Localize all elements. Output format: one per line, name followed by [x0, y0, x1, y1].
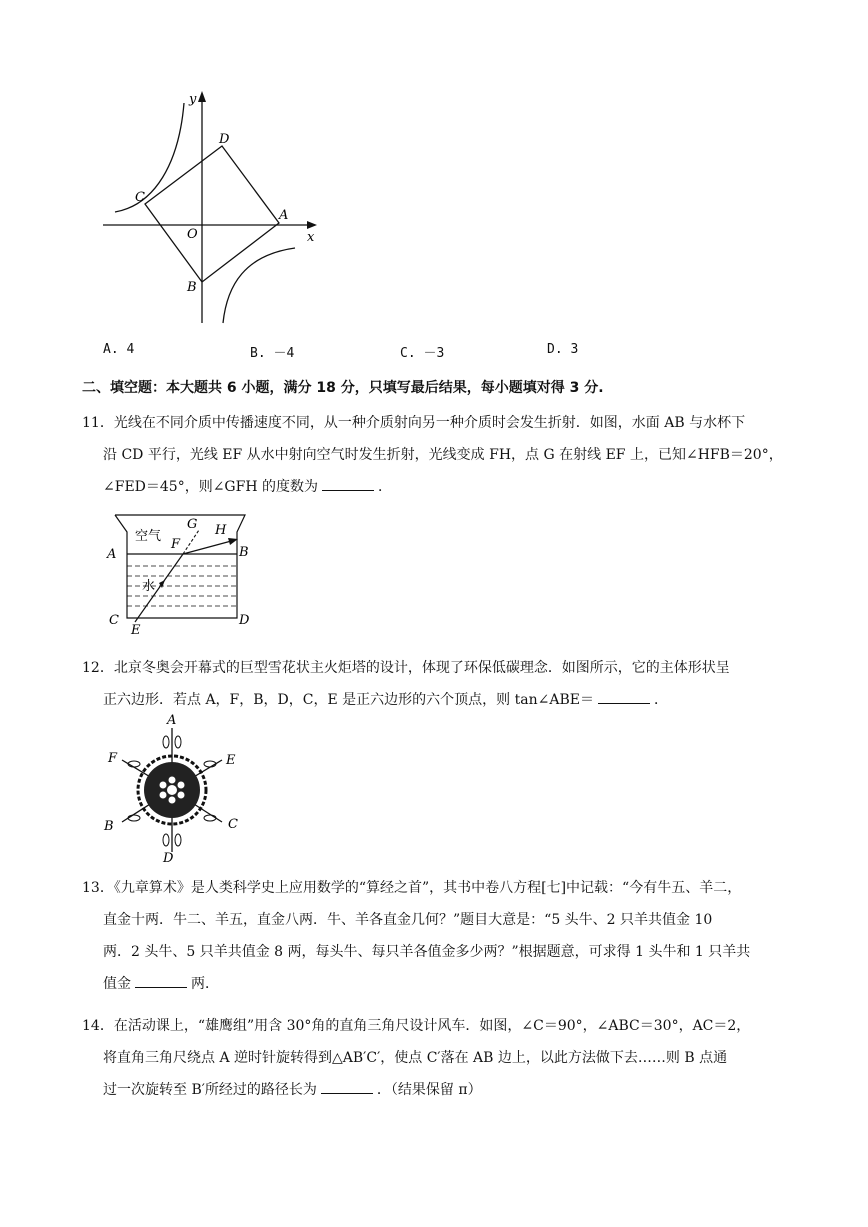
label-y: y	[189, 92, 197, 107]
section-title: 二、填空题：本大题共 6 小题，满分 18 分，只填写最后结果，每小题填对得 3 分.	[82, 380, 604, 396]
label-c: C	[135, 190, 145, 205]
q12-line-2	[103, 689, 668, 709]
label-e: E	[131, 623, 141, 635]
q14-line-3	[103, 1079, 482, 1099]
q11-line-2: 沿 CD 平行，光线 EF 从水中射向空气时发生折射，光线变成 FH，点 G 在射线 EF 上，已知∠HFB＝20°，	[103, 447, 783, 463]
option-c: C. －3	[400, 346, 445, 361]
option-b: B. －4	[250, 346, 295, 361]
label-d: D	[219, 132, 230, 147]
square-abcd	[145, 146, 279, 282]
q13-line-4	[103, 973, 219, 993]
q13-line-3: 两．2 头牛、5 只羊共值金 8 两，每头牛、每只羊各值金多少两？”根据题意，可求得 1 头牛和 1 只羊共	[103, 944, 751, 960]
q11-line-1: 11．光线在不同介质中传播速度不同，从一种介质射向另一种介质时会发生折射．如图，水面 AB 与水杯下	[82, 415, 746, 431]
q14-text: 过一次旋转至 B′所经过的路径长为	[103, 1082, 317, 1098]
q13-answer-blank	[135, 973, 187, 988]
hyperbola-branch-upper-left	[115, 103, 184, 212]
hyperbola-branch-lower-right	[223, 248, 295, 323]
label-f: F	[108, 751, 118, 766]
label-a: A	[279, 208, 289, 223]
q13-text: 值金	[103, 976, 131, 992]
coordinate-figure	[95, 85, 335, 330]
q11-answer-blank	[322, 476, 374, 491]
label-g: G	[187, 517, 198, 532]
option-a: A. 4	[103, 342, 135, 357]
q12-text: 正六边形．若点 A，F，B，D，C，E 是正六边形的六个顶点，则 tan∠ABE＝	[103, 692, 594, 708]
q12-line-1: 12．北京冬奥会开幕式的巨型雪花状主火炬塔的设计，体现了环保低碳理念．如图所示，它的主体形状呈	[82, 660, 730, 676]
label-x: x	[307, 230, 315, 245]
x-axis-arrow	[307, 221, 317, 229]
label-a: A	[167, 713, 177, 728]
y-axis-arrow	[198, 91, 206, 102]
label-b: B	[187, 280, 197, 295]
label-b: B	[104, 819, 114, 834]
label-h: H	[215, 523, 227, 538]
label-d: D	[239, 613, 250, 628]
snowflake-figure	[100, 712, 250, 862]
label-d: D	[163, 851, 174, 862]
q12-answer-blank	[598, 689, 650, 704]
label-a: A	[107, 547, 117, 562]
label-water: 水	[142, 579, 156, 594]
q14-answer-blank	[321, 1079, 373, 1094]
label-e: E	[226, 753, 236, 768]
label-c: C	[228, 817, 238, 832]
ray-fh	[183, 540, 235, 554]
q13-line-1: 13．《九章算术》是人类科学史上应用数学的“算经之首”，其书中卷八方程[七]中记载：“今有牛五、羊二，	[82, 880, 742, 896]
label-air: 空气	[135, 529, 162, 544]
label-f: F	[171, 537, 181, 552]
option-d: D. 3	[547, 342, 579, 357]
label-c: C	[109, 613, 119, 628]
q11-line-3	[103, 476, 392, 496]
q14-line-2: 将直角三角尺绕点 A 逆时针旋转得到△AB′C′，使点 C′落在 AB 边上，以此方法做下去……则 B 点通	[103, 1050, 728, 1066]
label-b: B	[239, 545, 249, 560]
label-o: O	[187, 227, 198, 242]
q13-line-2: 直金十两．牛二、羊五，直金八两．牛、羊各直金几何？”题目大意是：“5 头牛、2 只羊共值金 10	[103, 912, 713, 928]
q11-text: ∠FED＝45°，则∠GFH 的度数为	[103, 479, 318, 495]
q13-end: 两．	[191, 976, 219, 992]
q14-line-1: 14．在活动课上，“雄鹰组”用含 30°角的直角三角尺设计风车．如图，∠C＝90°，∠ABC＝30°，AC＝2，	[82, 1018, 751, 1034]
q11-end: ．	[378, 479, 392, 495]
q14-end: ．（结果保留 π）	[376, 1082, 482, 1098]
refraction-figure	[105, 510, 265, 635]
q12-end: ．	[653, 692, 668, 708]
